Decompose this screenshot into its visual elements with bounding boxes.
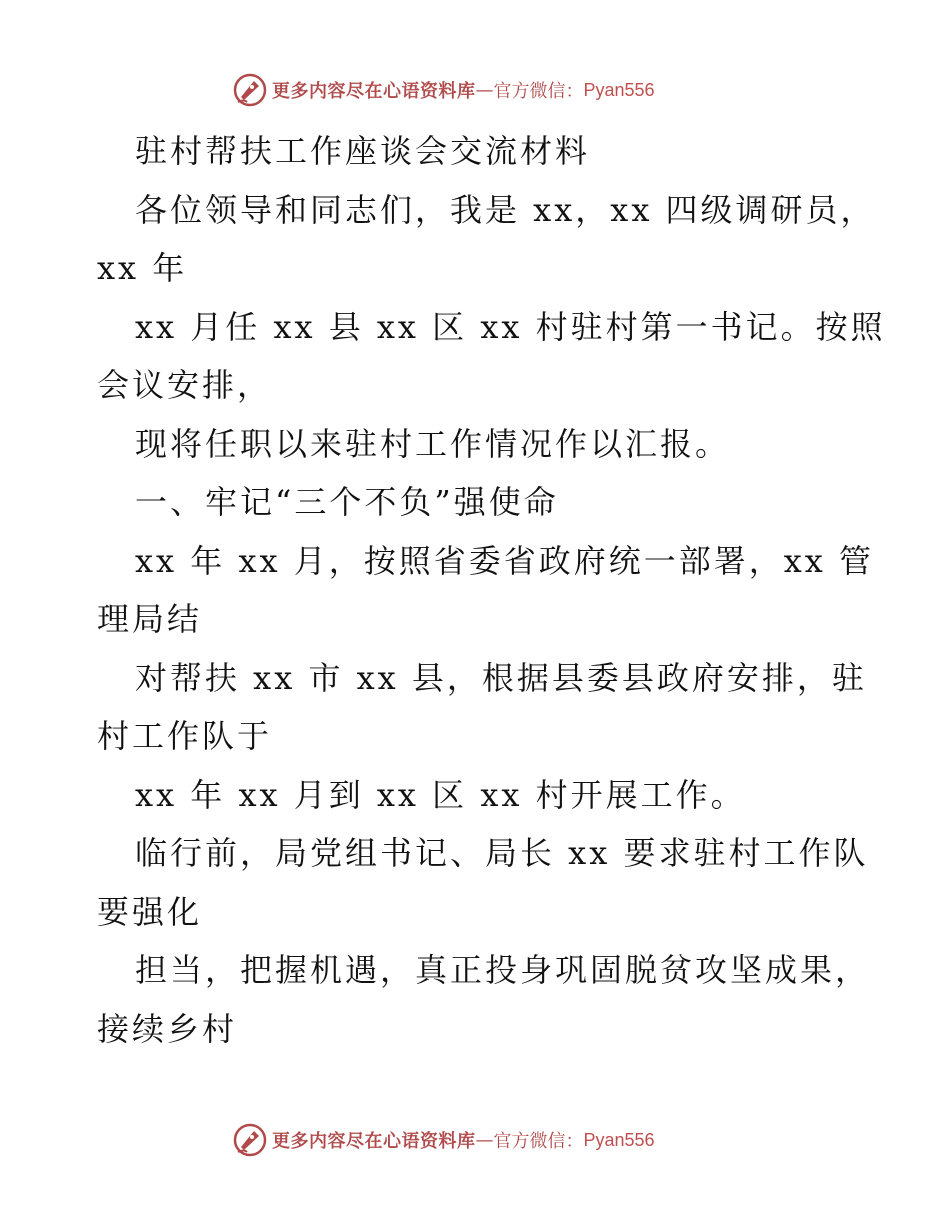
watermark-wechat-id: Pyan556: [583, 79, 655, 100]
paragraph-line: 现将任职以来驻村工作情况作以汇报。: [135, 424, 731, 463]
watermark-wechat-id: Pyan556: [583, 1129, 655, 1150]
watermark-main-text: 更多内容尽在心语资料库: [272, 81, 476, 102]
paragraph-line: 对帮扶 xx 市 xx 县，根据县委县政府安排，驻: [135, 658, 867, 697]
watermark-main-text: 更多内容尽在心语资料库: [272, 1131, 476, 1152]
watermark-dash: —: [475, 79, 494, 101]
footer-watermark: [232, 1122, 712, 1158]
paragraph-line: xx 年 xx 月，按照省委省政府统一部署，xx 管: [135, 541, 874, 580]
paragraph-line: 接续乡村: [97, 1009, 238, 1048]
paragraph-line: 各位领导和同志们，我是 xx，xx 四级调研员，: [135, 190, 876, 229]
pen-nib-logo-icon: [232, 72, 268, 108]
paragraph-line: xx 年: [97, 249, 188, 287]
paragraph-line: 担当，把握机遇，真正投身巩固脱贫攻坚成果，: [135, 951, 871, 989]
paragraph-line: 要强化: [97, 892, 203, 931]
paragraph-line: 村工作队于: [97, 717, 273, 755]
document-body: [97, 122, 886, 1058]
paragraph-line: 理局结: [97, 600, 203, 638]
header-watermark: [232, 72, 712, 108]
paragraph-line: xx 月任 xx 县 xx 区 xx 村驻村第一书记。按照: [135, 307, 886, 346]
document-title: 驻村帮扶工作座谈会交流材料: [135, 132, 591, 170]
section-heading: 一、牢记“三个不负”强使命: [135, 483, 559, 521]
watermark-sub-text: 官方微信：: [493, 81, 584, 102]
paragraph-line: 临行前，局党组书记、局长 xx 要求驻村工作队: [135, 834, 869, 872]
pen-nib-logo-icon: [232, 1122, 268, 1158]
paragraph-line: xx 年 xx 月到 xx 区 xx 村开展工作。: [135, 775, 746, 814]
watermark-sub-text: 官方微信：: [493, 1131, 584, 1152]
paragraph-line: 会议安排，: [97, 366, 273, 404]
watermark-dash: —: [475, 1129, 494, 1151]
